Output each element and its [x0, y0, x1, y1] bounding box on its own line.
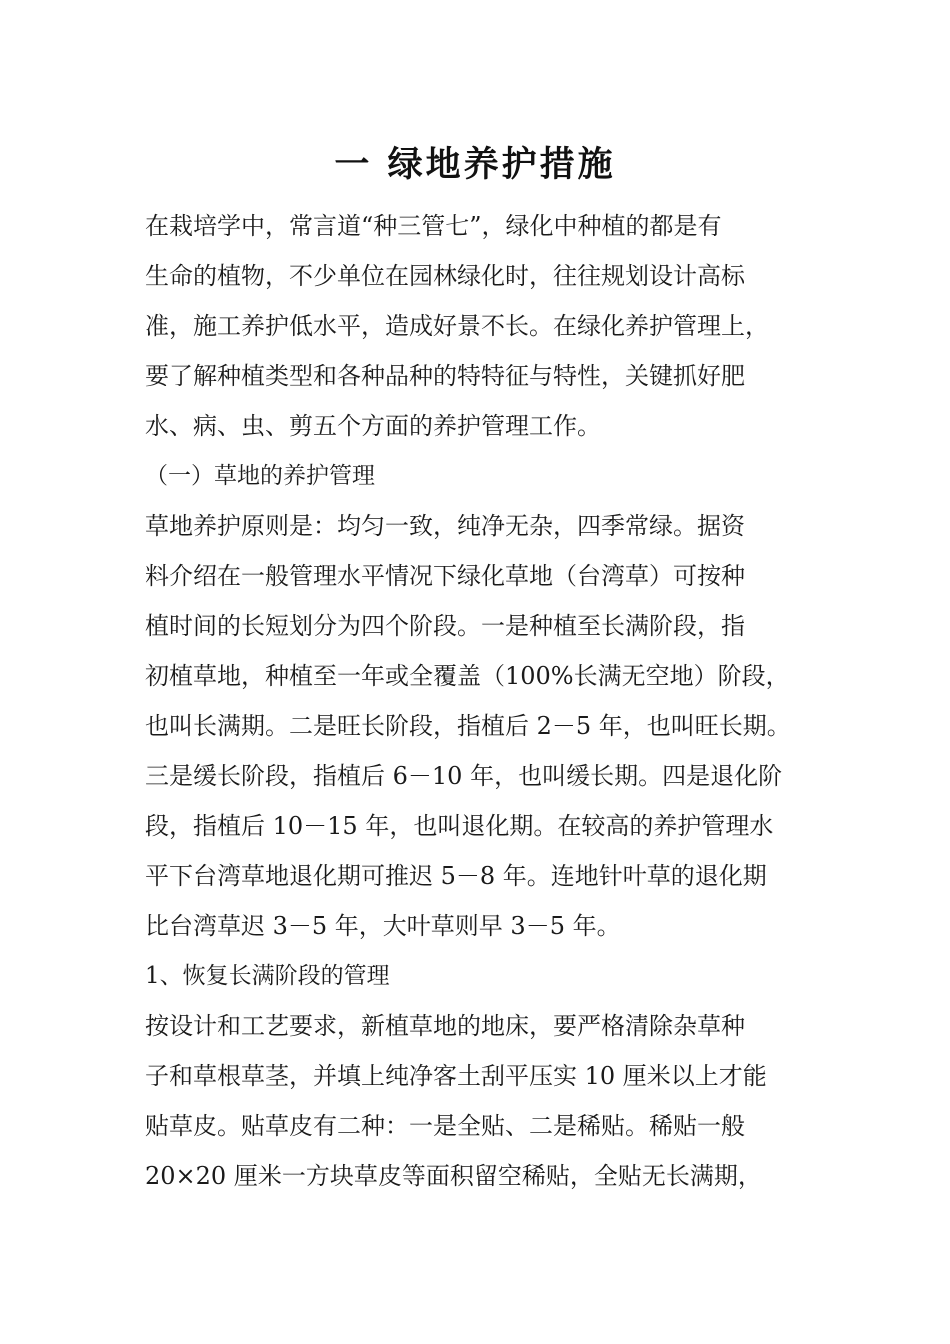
recovery-paragraph: [145, 1001, 835, 1201]
section-heading-recovery: [145, 951, 835, 1001]
text-line: 准，施工养护低水平，造成好景不长。在绿化养护管理上，: [145, 312, 769, 340]
text-line: 在栽培学中，常言道“种三管七”，绿化中种植的都是有: [145, 212, 722, 240]
text-line: 三是缓长阶段，指植后 6－10 年，也叫缓长期。四是退化阶: [145, 762, 783, 790]
text-line: 20×20 厘米一方块草皮等面积留空稀贴，全贴无长满期，: [145, 1162, 762, 1190]
document-body: [145, 201, 835, 1201]
text-line: 料介绍在一般管理水平情况下绿化草地（台湾草）可按种: [145, 562, 745, 590]
text-line: 贴草皮。贴草皮有二种：一是全贴、二是稀贴。稀贴一般: [145, 1112, 745, 1140]
text-line: 按设计和工艺要求，新植草地的地床，要严格清除杂草种: [145, 1012, 745, 1040]
text-line: 生命的植物，不少单位在园林绿化时，往往规划设计高标: [145, 262, 745, 290]
text-line: 要了解种植类型和各种品种的特特征与特性，关键抓好肥: [145, 362, 745, 390]
text-line: 水、病、虫、剪五个方面的养护管理工作。: [145, 412, 601, 440]
text-line: 也叫长满期。二是旺长阶段，指植后 2－5 年，也叫旺长期。: [145, 712, 791, 740]
lawn-paragraph: [145, 501, 835, 951]
text-line: 初植草地，种植至一年或全覆盖（100%长满无空地）阶段，: [145, 662, 790, 690]
page-title: 一 绿地养护措施: [334, 144, 616, 185]
text-line: 比台湾草迟 3－5 年，大叶草则早 3－5 年。: [145, 912, 621, 940]
text-line: 子和草根草茎，并填上纯净客土刮平压实 10 厘米以上才能: [145, 1062, 767, 1090]
text-line: 草地养护原则是：均匀一致，纯净无杂，四季常绿。据资: [145, 512, 745, 540]
intro-paragraph: [145, 201, 835, 451]
text-line: 段，指植后 10－15 年，也叫退化期。在较高的养护管理水: [145, 812, 774, 840]
section-heading: 1、恢复长满阶段的管理: [145, 963, 390, 989]
text-line: 平下台湾草地退化期可推迟 5－8 年。连地针叶草的退化期: [145, 862, 767, 890]
section-heading: （一）草地的养护管理: [145, 463, 375, 489]
text-line: 植时间的长短划分为四个阶段。一是种植至长满阶段，指: [145, 612, 745, 640]
section-heading-lawn: [145, 451, 835, 501]
